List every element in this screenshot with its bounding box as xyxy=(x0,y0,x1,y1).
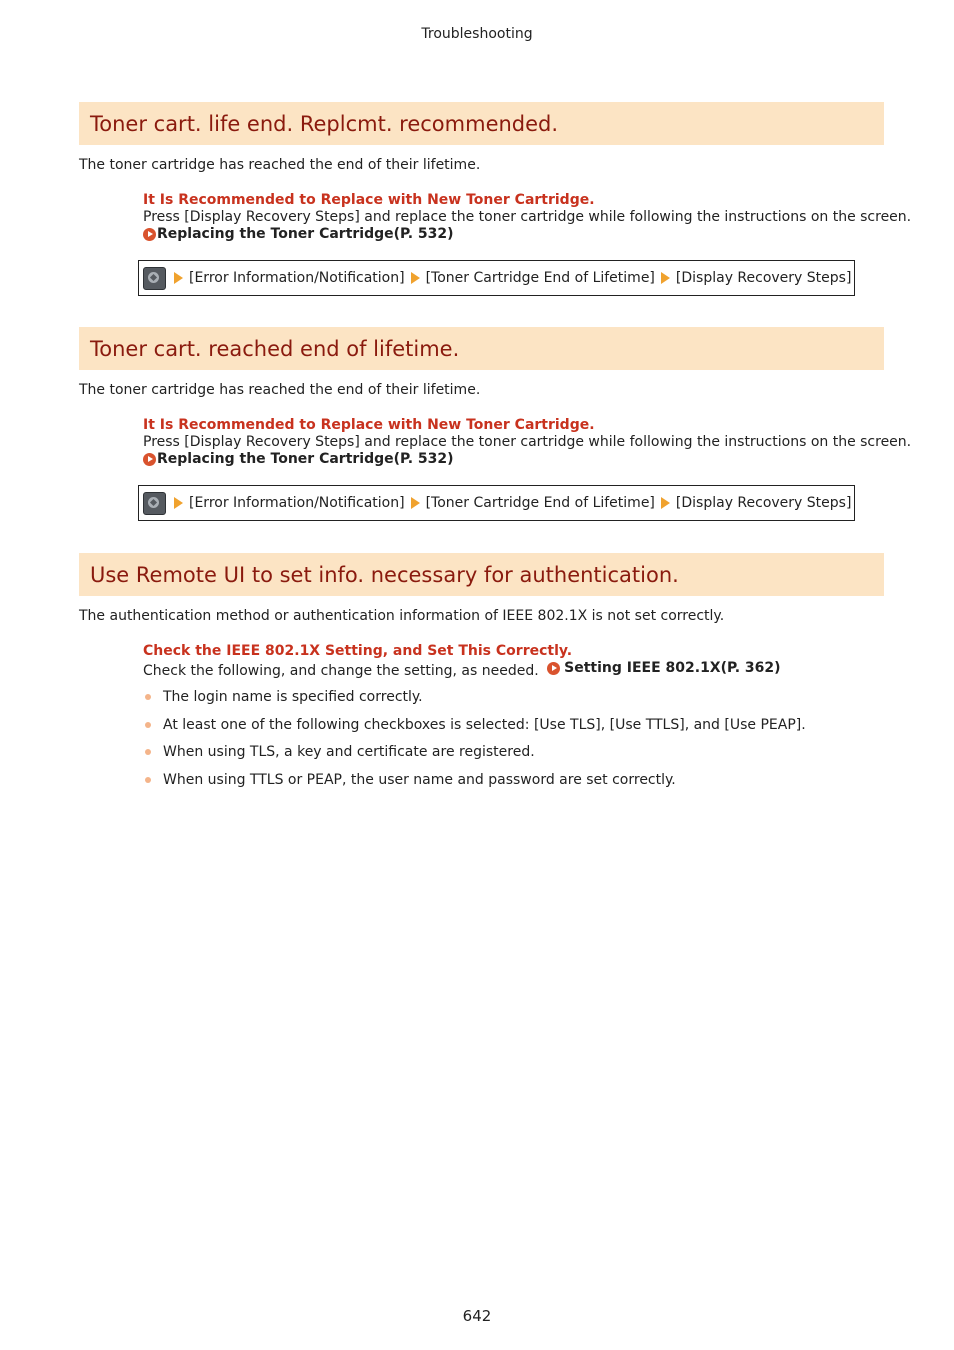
section-intro: The authentication method or authentication information of IEEE 802.1X is not set correctly. xyxy=(79,608,725,624)
section-heading: Toner cart. reached end of lifetime. xyxy=(90,336,460,361)
nav-step: [Toner Cartridge End of Lifetime] xyxy=(425,270,655,286)
section-heading: Use Remote UI to set info. necessary for authentication. xyxy=(90,562,679,587)
bullet-dot-icon xyxy=(145,694,151,700)
triangle-right-icon xyxy=(174,497,183,509)
navigation-path xyxy=(138,485,855,521)
circle-arrow-icon xyxy=(143,453,156,466)
triangle-right-icon xyxy=(661,272,670,284)
section-intro: The toner cartridge has reached the end of their lifetime. xyxy=(79,382,481,398)
reference-link-label: Setting IEEE 802.1X(P. 362) xyxy=(564,660,781,676)
list-item-text: The login name is specified correctly. xyxy=(163,689,423,705)
triangle-right-icon xyxy=(174,272,183,284)
reference-link[interactable] xyxy=(543,660,780,677)
home-key-icon xyxy=(143,267,166,290)
section-intro: The toner cartridge has reached the end of their lifetime. xyxy=(79,157,481,173)
navigation-path xyxy=(138,260,855,296)
list-item xyxy=(143,716,884,734)
nav-step: [Error Information/Notification] xyxy=(189,270,405,286)
triangle-right-icon xyxy=(661,497,670,509)
list-item-text: At least one of the following checkboxes is selected: [Use TLS], [Use TTLS], and [Use PEAP]. xyxy=(163,716,806,733)
nav-step: [Display Recovery Steps] xyxy=(675,495,852,511)
reference-link[interactable] xyxy=(143,451,884,468)
section-remote-ui-authentication xyxy=(79,553,884,798)
bullet-dot-icon xyxy=(145,722,151,728)
solution-block xyxy=(143,643,884,789)
nav-step: [Toner Cartridge End of Lifetime] xyxy=(425,495,655,511)
list-item xyxy=(143,743,884,761)
reference-link-label: Replacing the Toner Cartridge(P. 532) xyxy=(157,451,454,467)
requirement-list xyxy=(143,688,884,789)
solution-title: It Is Recommended to Replace with New Toner Cartridge. xyxy=(143,192,595,208)
solution-title: It Is Recommended to Replace with New Toner Cartridge. xyxy=(143,417,595,433)
list-item-text: When using TLS, a key and certificate are registered. xyxy=(163,744,535,760)
solution-block xyxy=(143,417,912,468)
bullet-dot-icon xyxy=(145,749,151,755)
list-item-text: When using TTLS or PEAP, the user name and password are set correctly. xyxy=(163,771,676,788)
reference-link[interactable] xyxy=(143,226,884,243)
circle-arrow-icon xyxy=(143,228,156,241)
solution-text: Press [Display Recovery Steps] and replace the toner cartridge while following the instructions on the screen. xyxy=(143,434,912,450)
section-heading-bar xyxy=(79,327,884,370)
page-number: 642 xyxy=(462,1307,492,1325)
home-key-icon xyxy=(143,492,166,515)
list-item xyxy=(143,771,884,789)
section-toner-reached-end xyxy=(79,327,912,521)
solution-text-with-link xyxy=(143,660,884,680)
running-header: Troubleshooting xyxy=(421,26,533,42)
section-heading-bar xyxy=(79,102,884,145)
triangle-right-icon xyxy=(411,497,420,509)
solution-text: Check the following, and change the setting, as needed. xyxy=(143,663,539,679)
bullet-dot-icon xyxy=(145,777,151,783)
nav-step: [Display Recovery Steps] xyxy=(675,270,852,286)
circle-arrow-icon xyxy=(547,662,560,675)
section-heading: Toner cart. life end. Replcmt. recommended. xyxy=(90,111,559,136)
list-item xyxy=(143,688,884,706)
section-toner-life-end xyxy=(79,102,912,296)
section-heading-bar xyxy=(79,553,884,596)
solution-title: Check the IEEE 802.1X Setting, and Set This Correctly. xyxy=(143,643,573,659)
solution-block xyxy=(143,192,912,243)
solution-text: Press [Display Recovery Steps] and replace the toner cartridge while following the instructions on the screen. xyxy=(143,209,912,225)
triangle-right-icon xyxy=(411,272,420,284)
nav-step: [Error Information/Notification] xyxy=(189,495,405,511)
reference-link-label: Replacing the Toner Cartridge(P. 532) xyxy=(157,226,454,242)
